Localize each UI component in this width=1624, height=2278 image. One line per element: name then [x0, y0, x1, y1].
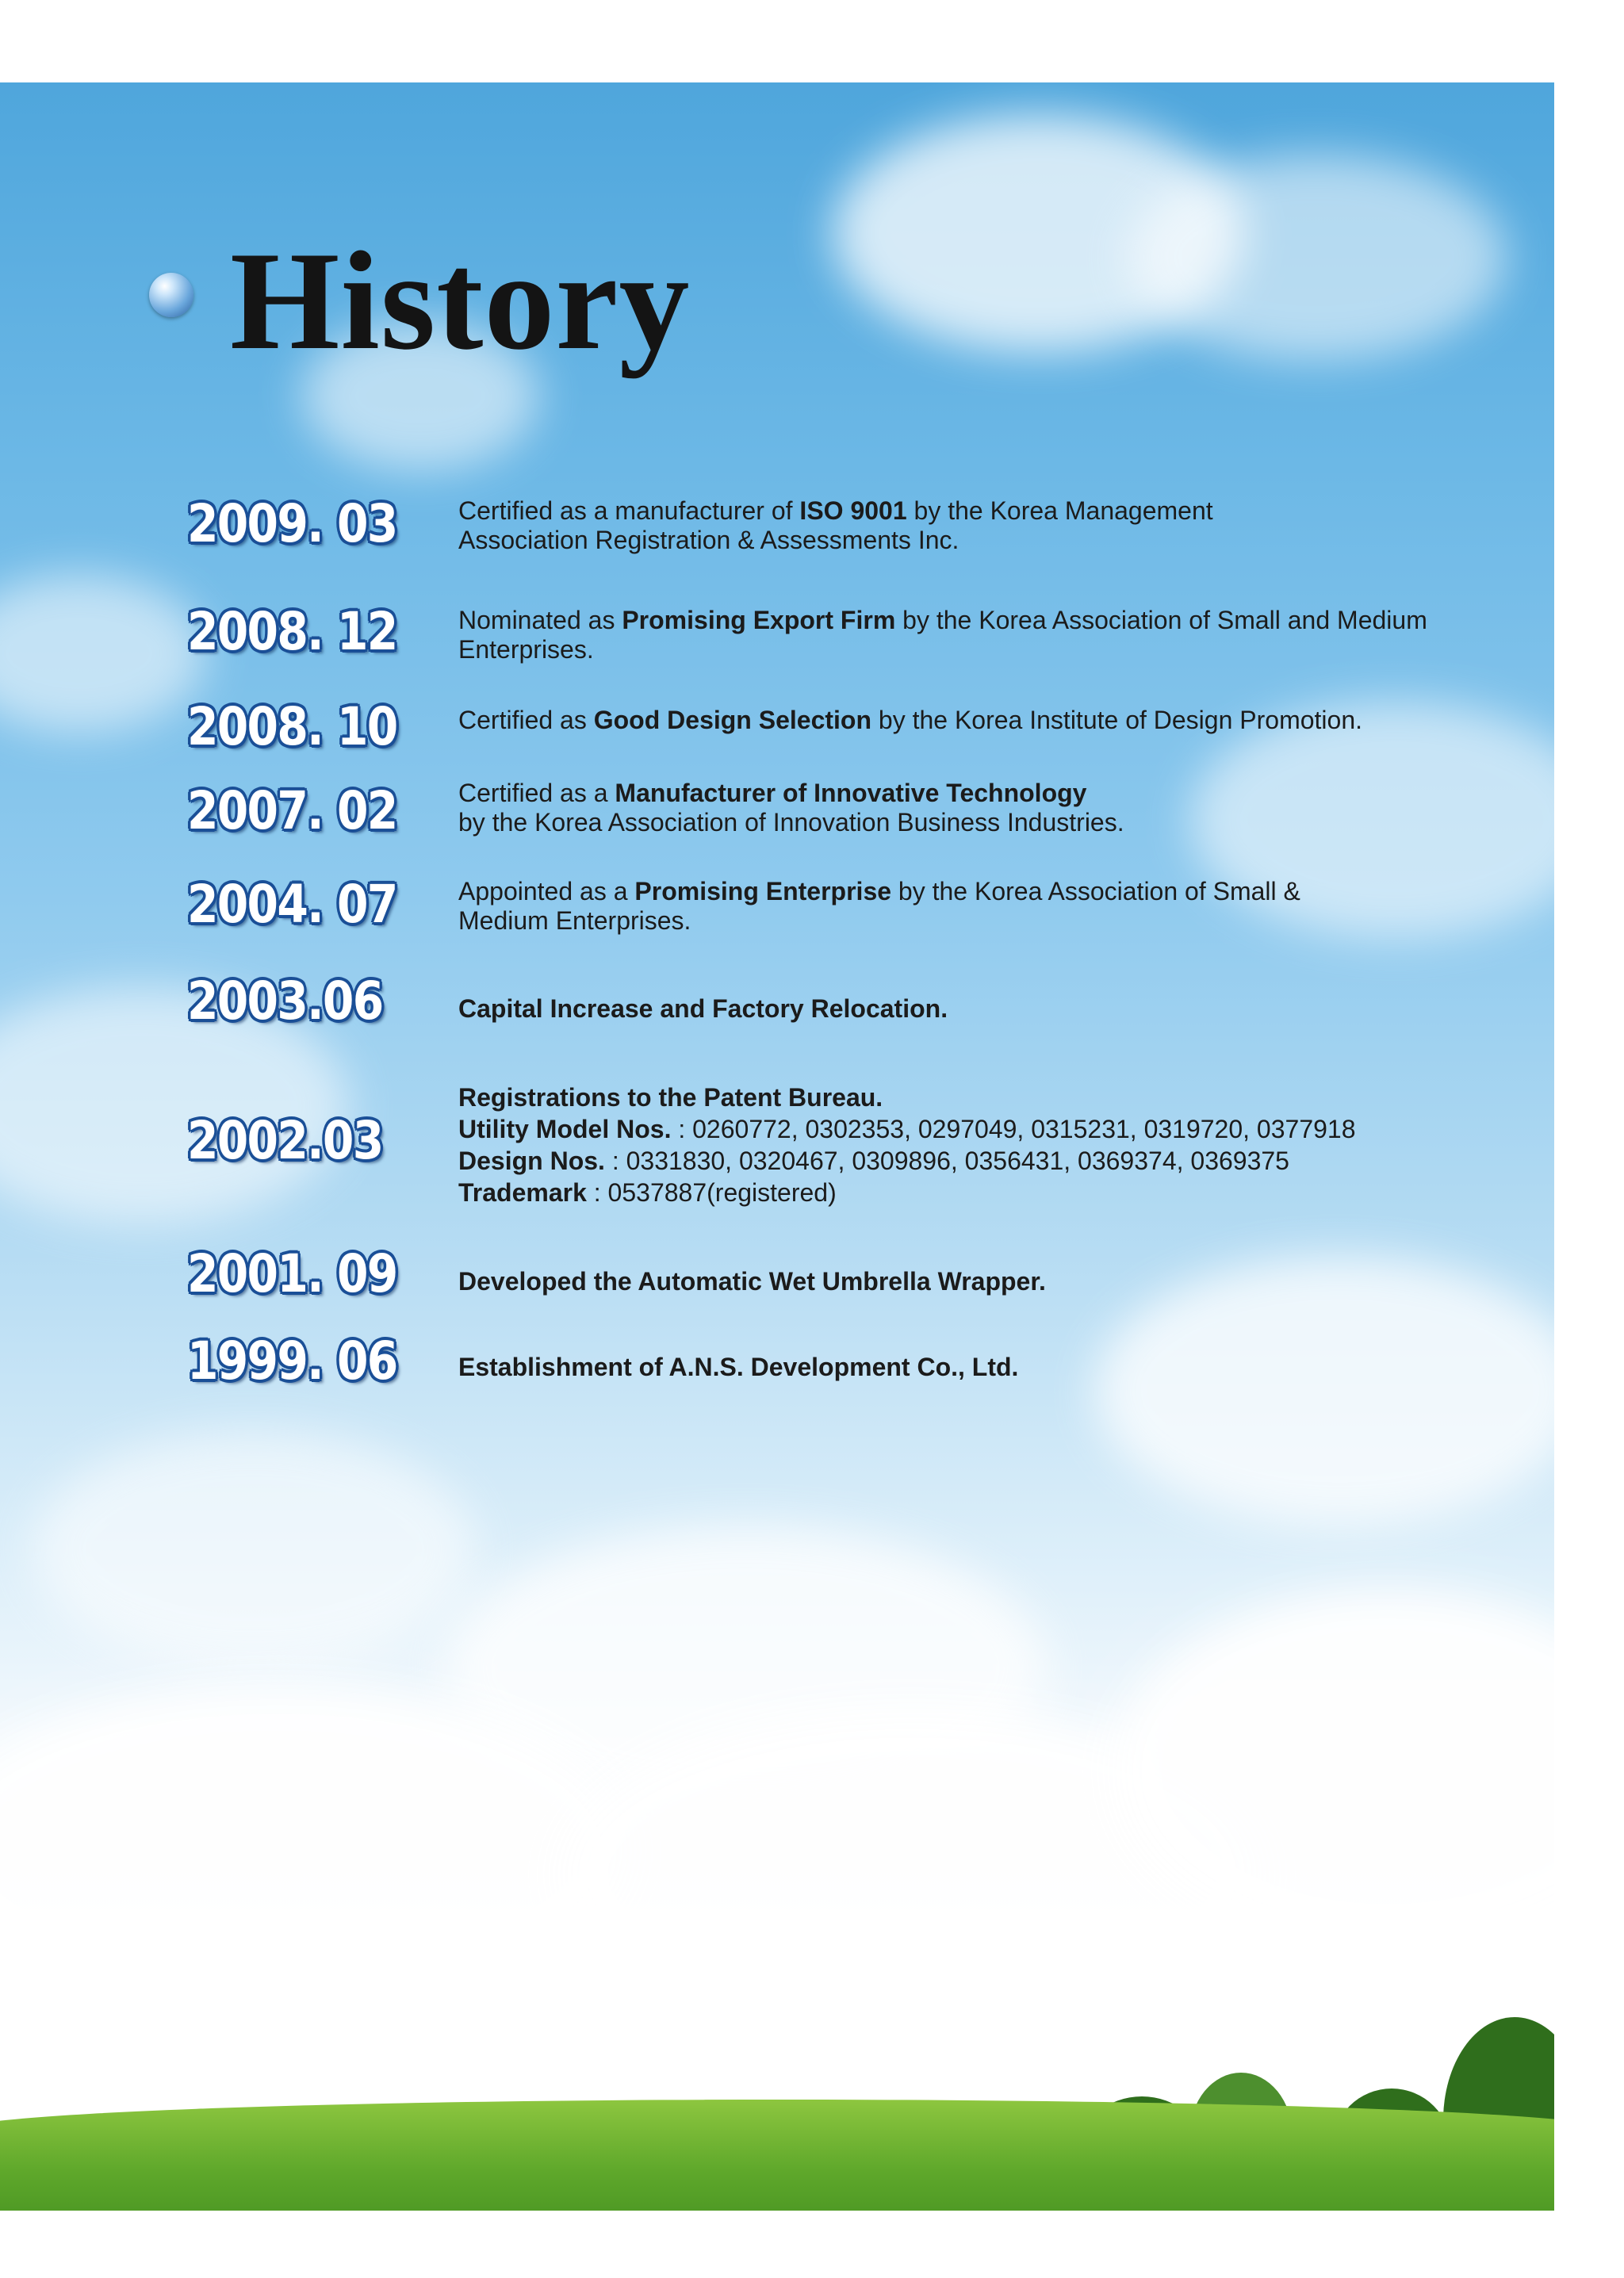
entry-highlight: Design Nos.	[458, 1147, 605, 1175]
entry-description	[458, 1353, 1521, 1382]
entry-date: 2003.06	[187, 971, 383, 1032]
entry-highlight: Establishment of A.N.S. Development Co., Ltd.	[458, 1353, 1019, 1381]
entry-date: 2004. 07	[187, 874, 397, 935]
entry-text: Certified as a	[458, 779, 615, 807]
entry-text: Enterprises.	[458, 635, 594, 664]
entry-text: Medium Enterprises.	[458, 906, 691, 935]
entry-text: Certified as	[458, 706, 594, 734]
entry-text: by the Korea Association of Innovation Business Industries.	[458, 808, 1124, 837]
entry-highlight: Utility Model Nos.	[458, 1115, 672, 1143]
entry-highlight: Manufacturer of Innovative Technology	[615, 779, 1087, 807]
entry-description	[458, 496, 1521, 555]
entry-highlight: Promising Enterprise	[634, 877, 892, 905]
entry-text: : 0260772, 0302353, 0297049, 0315231, 0319720, 0377918	[671, 1115, 1356, 1143]
entry-text: Association Registration & Assessments Inc.	[458, 526, 959, 554]
entry-text: Certified as a manufacturer of	[458, 496, 800, 525]
entry-description	[458, 606, 1521, 664]
entry-highlight: ISO 9001	[799, 496, 907, 525]
entry-text: by the Korea Association of Small and Medium	[895, 606, 1427, 634]
entry-description	[458, 779, 1521, 837]
entry-text: by the Korea Institute of Design Promotion.	[871, 706, 1362, 734]
entry-date: 2009. 03	[187, 493, 397, 554]
entry-text: by the Korea Management	[906, 496, 1213, 525]
entry-description	[458, 1082, 1521, 1208]
entry-date: 2008. 12	[187, 601, 397, 662]
entry-highlight: Promising Export Firm	[622, 606, 896, 634]
entry-text: Appointed as a	[458, 877, 635, 905]
page-title: History	[230, 222, 691, 379]
entry-text: : 0331830, 0320467, 0309896, 0356431, 0369374, 0369375	[604, 1147, 1289, 1175]
entry-text: Nominated as	[458, 606, 622, 634]
entry-description	[458, 1267, 1521, 1296]
entry-text: by the Korea Association of Small &	[891, 877, 1300, 905]
entry-highlight: Capital Increase and Factory Relocation.	[458, 994, 948, 1023]
entry-date: 2001. 09	[187, 1243, 397, 1304]
entry-date: 2007. 02	[187, 780, 397, 841]
entry-date: 1999. 06	[187, 1330, 397, 1392]
entry-date: 2002.03	[187, 1110, 383, 1171]
entry-text: : 0537887(registered)	[586, 1178, 837, 1207]
entry-highlight: Good Design Selection	[593, 706, 871, 734]
entry-date: 2008. 10	[187, 696, 397, 757]
entry-description	[458, 706, 1521, 735]
entry-highlight: Developed the Automatic Wet Umbrella Wrapper.	[458, 1267, 1046, 1296]
entry-description	[458, 994, 1521, 1024]
entry-highlight: Registrations to the Patent Bureau.	[458, 1083, 883, 1112]
entry-highlight: Trademark	[458, 1178, 587, 1207]
entry-description	[458, 877, 1521, 936]
